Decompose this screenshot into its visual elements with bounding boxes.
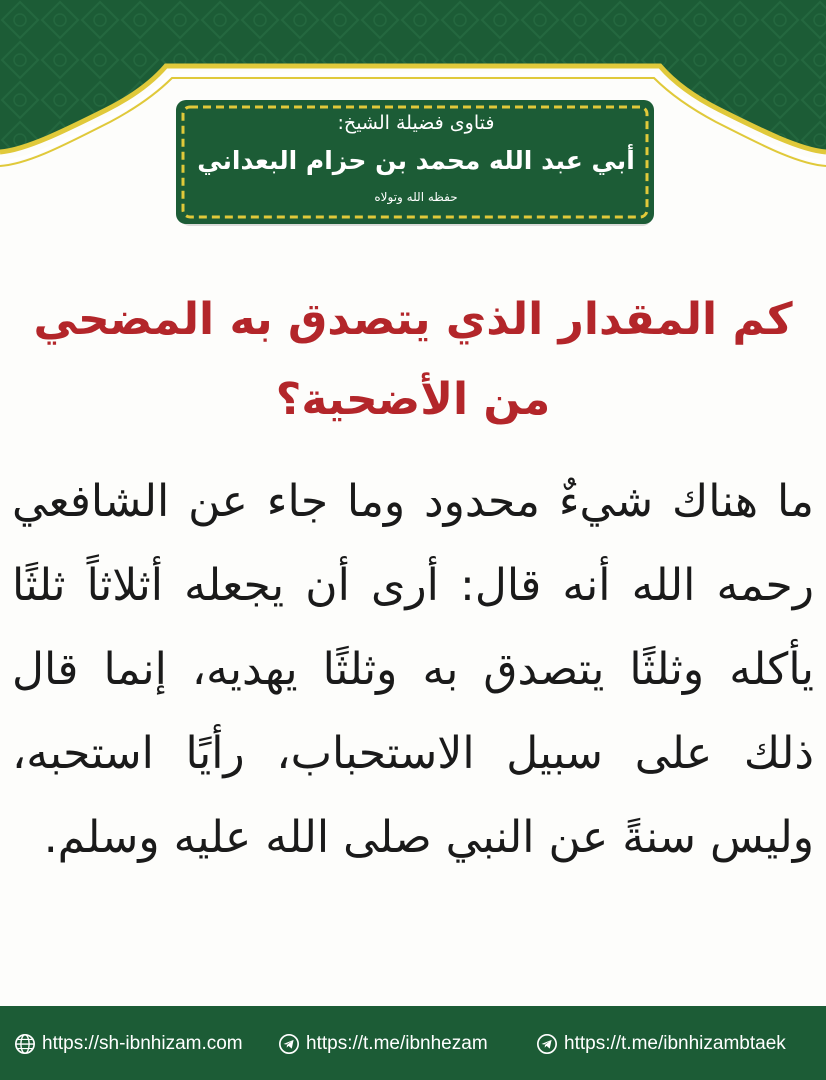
fatwa-heading: فتاوى فضيلة الشيخ:	[337, 112, 495, 134]
question-title: كم المقدار الذي يتصدق به المضحي من الأضحية؟	[33, 294, 793, 425]
website-link[interactable]	[14, 1030, 243, 1058]
sheikh-title-box	[177, 100, 655, 228]
header-banner	[0, 0, 826, 260]
telegram-link-2[interactable]	[536, 1030, 786, 1058]
globe-icon	[14, 1033, 36, 1055]
telegram-link-1-text: https://t.me/ibnhezam	[306, 1033, 488, 1054]
telegram-link-1[interactable]	[278, 1030, 488, 1058]
telegram-icon	[278, 1033, 300, 1055]
telegram-link-2-text: https://t.me/ibnhizambtaek	[564, 1033, 786, 1054]
telegram-icon	[536, 1033, 558, 1055]
sheikh-name: أبي عبد الله محمد بن حزام البعداني	[197, 146, 635, 175]
website-link-text: https://sh-ibnhizam.com	[42, 1033, 243, 1054]
sheikh-blessing: حفظه الله وتولاه	[374, 190, 458, 204]
footer-links-bar	[0, 1006, 826, 1080]
answer-text: ما هناك شيءٌ محدود وما جاء عن الشافعي رحمه الله أنه قال: أرى أن يجعله أثلاثاً ثلثًا يأكله وثلثًا يتصدق به وثلثًا يهديه، إنما قال ذلك على سبيل الاستحباب، رأيًا استحبه، وليس سنةً عن النبي صلى الله عليه وسلم.	[12, 476, 814, 863]
